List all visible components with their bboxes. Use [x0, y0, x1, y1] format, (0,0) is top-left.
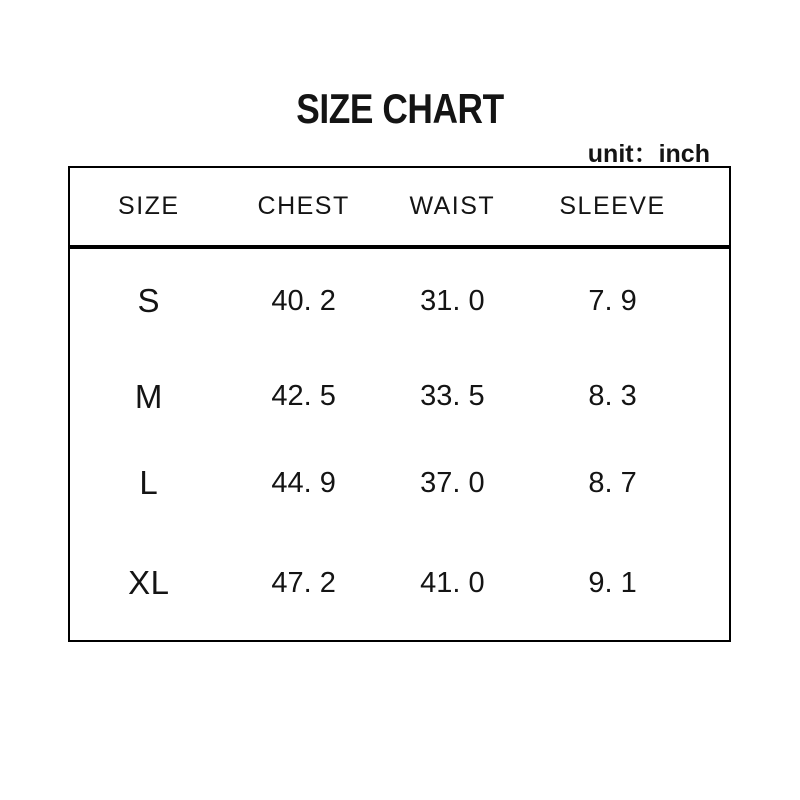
page-title: SIZE CHART: [296, 85, 504, 132]
table-row-l: [69, 440, 730, 526]
header-cell-size: SIZE: [69, 167, 228, 247]
size-cell: S: [137, 282, 161, 320]
table-row-m: [69, 354, 730, 440]
waist-value-cell: 41. 0: [420, 566, 485, 599]
chest-value-cell: 44. 9: [271, 466, 336, 499]
sleeve-value-cell: 7. 9: [588, 284, 637, 317]
sleeve-value-cell: 8. 3: [588, 380, 637, 413]
sleeve-value-cell: 9. 1: [588, 566, 637, 599]
table-row-s: [69, 247, 730, 354]
sleeve-value-cell: 8. 7: [588, 466, 637, 499]
header-row: [69, 167, 730, 247]
chest-value-cell: 47. 2: [271, 566, 336, 599]
size-cell: XL: [128, 564, 170, 602]
waist-value-cell: 37. 0: [420, 466, 485, 499]
table-row-xl: [69, 526, 730, 641]
header-cell-sleeve: SLEEVE: [525, 167, 730, 247]
size-cell: L: [139, 464, 159, 502]
waist-value-cell: 33. 5: [420, 380, 485, 413]
unit-label: unit：inch: [587, 140, 710, 168]
chest-value-cell: 40. 2: [271, 284, 336, 317]
size-cell: M: [134, 377, 163, 415]
waist-value-cell: 31. 0: [420, 284, 485, 317]
size-chart-table: [68, 166, 731, 642]
header-cell-waist: WAIST: [380, 167, 525, 247]
chest-value-cell: 42. 5: [271, 380, 336, 413]
header-cell-chest: CHEST: [228, 167, 380, 247]
